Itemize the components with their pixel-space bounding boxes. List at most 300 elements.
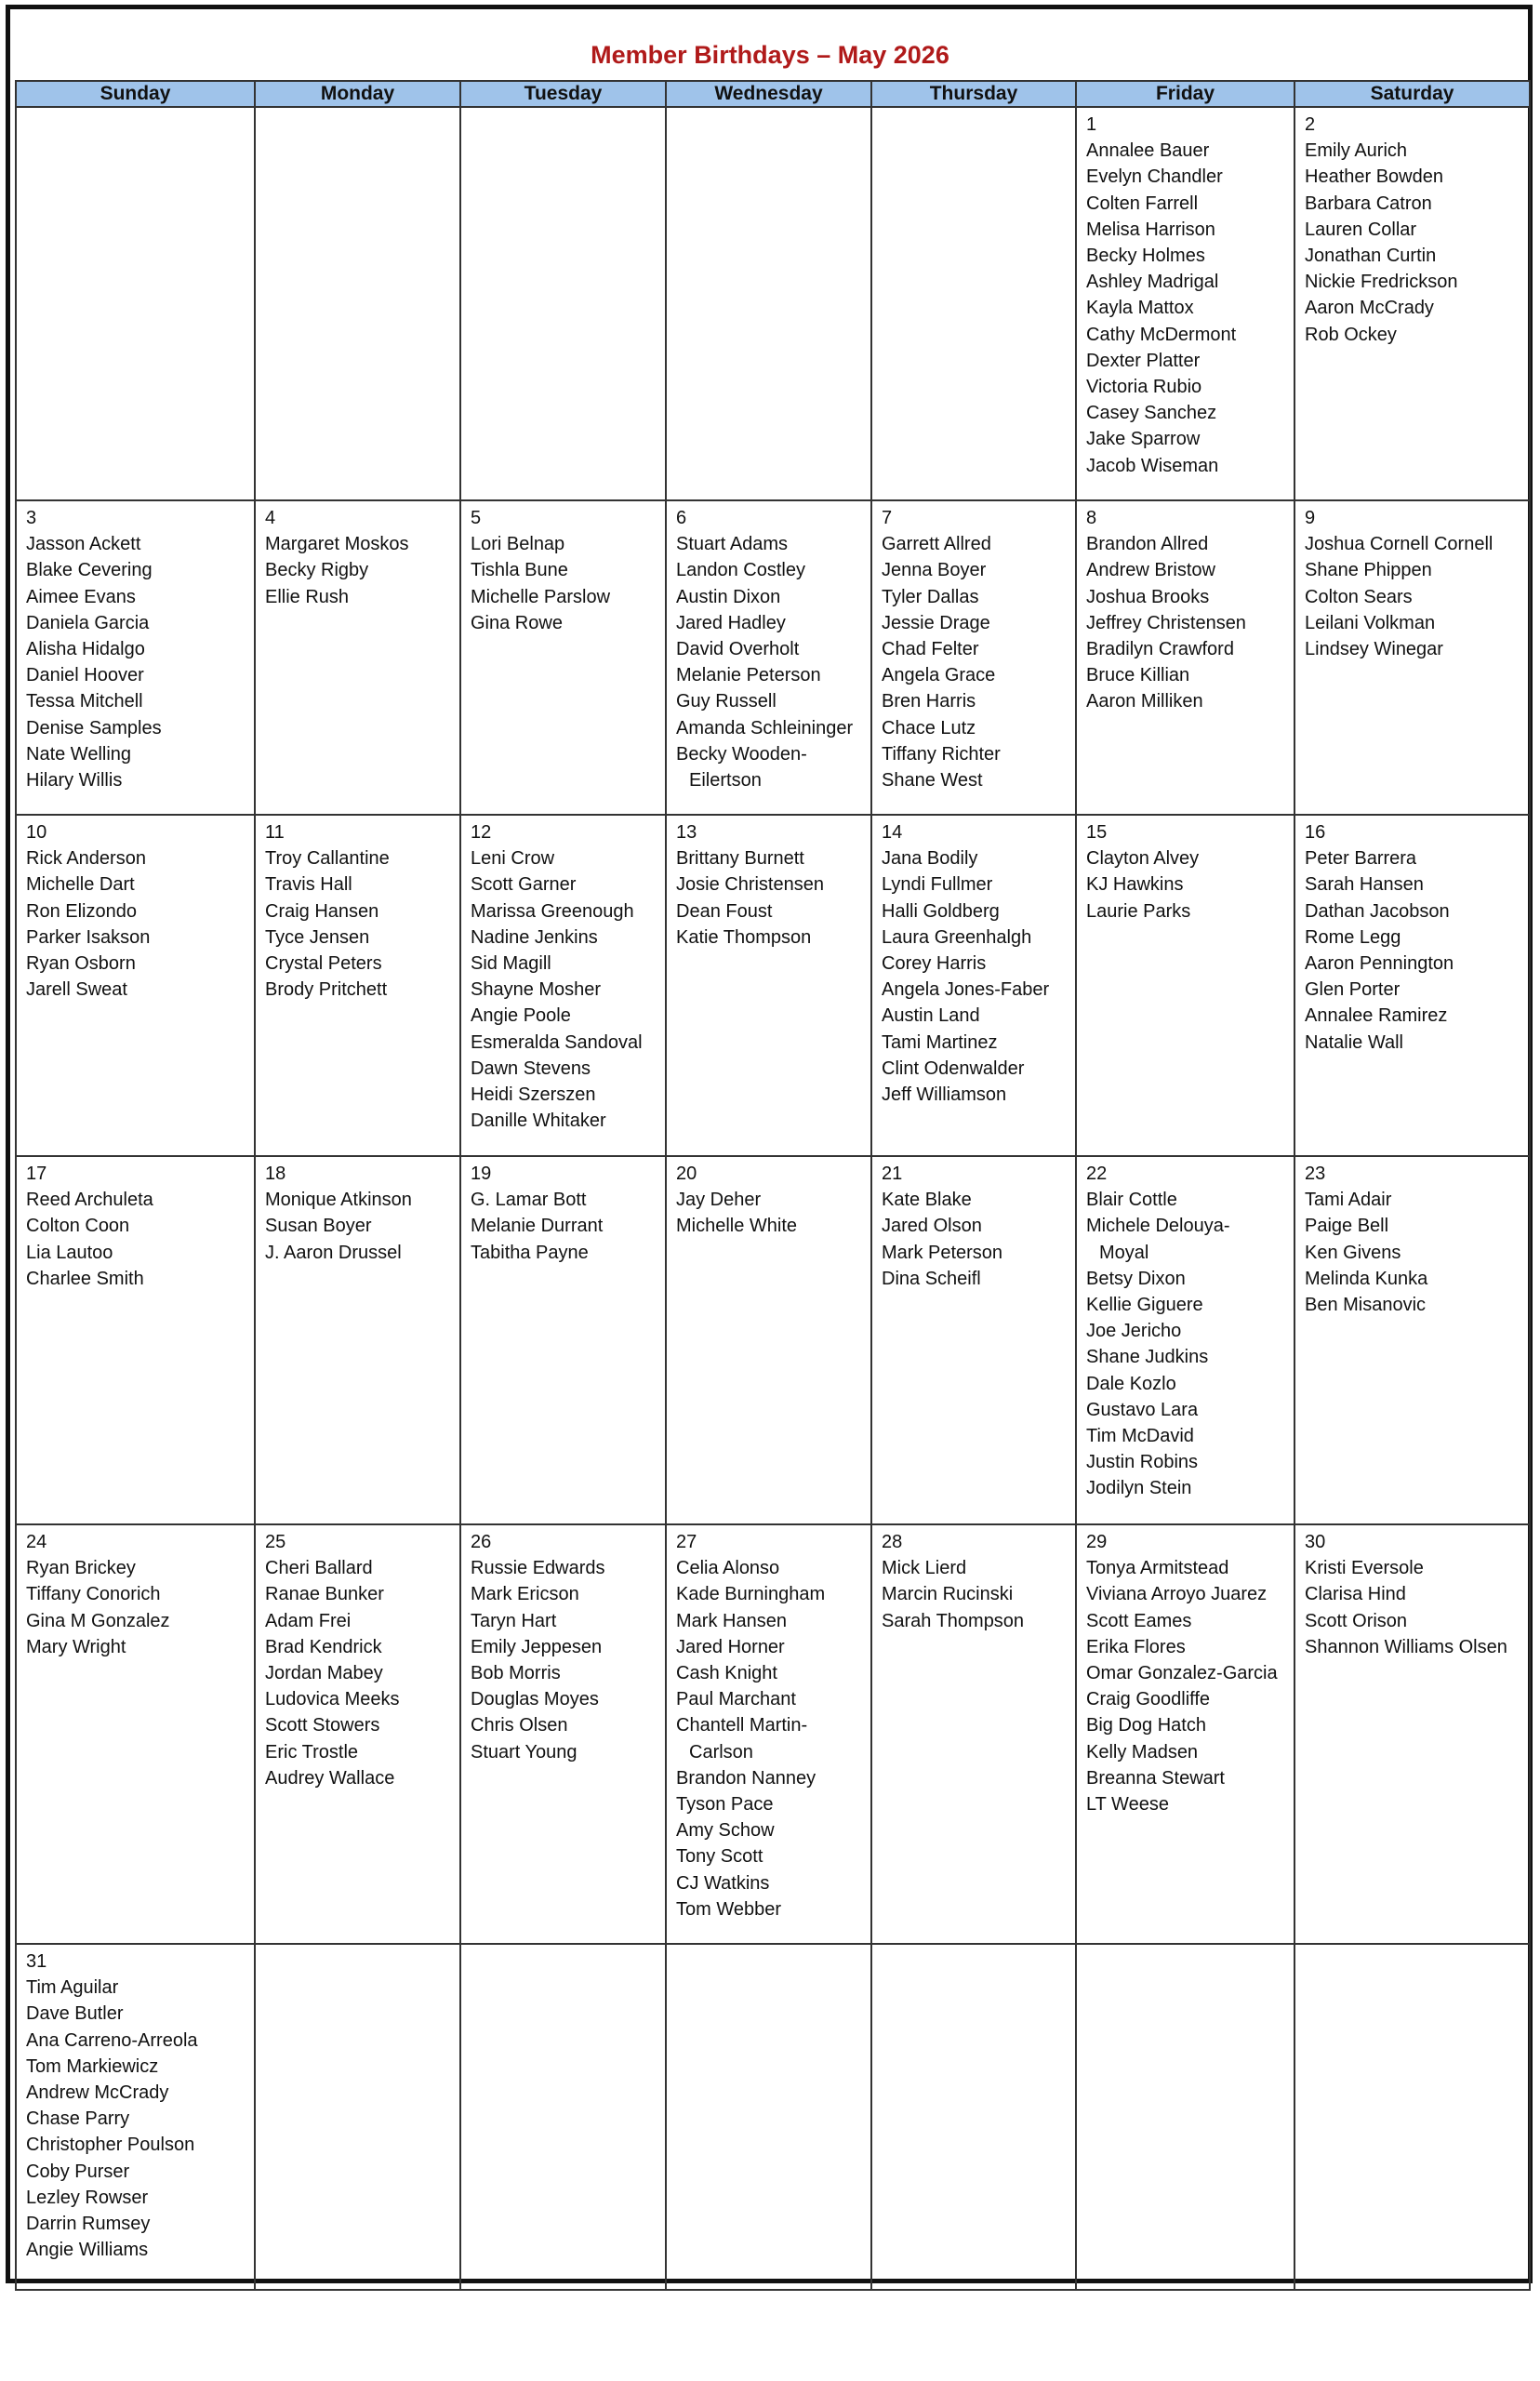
birthday-name: Scott Eames	[1086, 1610, 1192, 1631]
weekday-tuesday: Tuesday	[460, 81, 666, 107]
birthday-name: Tim Aguilar	[26, 1977, 119, 1999]
birthday-name: Jasson Ackett	[26, 534, 141, 555]
birthday-name: Michele Delouya-	[1086, 1216, 1230, 1237]
birthday-name: Katie Thompson	[676, 926, 812, 948]
birthday-name: Chase Parry	[26, 2108, 130, 2130]
day-cell	[460, 815, 666, 1156]
day-cell	[460, 500, 666, 815]
birthday-name: Gina M Gonzalez	[26, 1610, 170, 1631]
birthday-name: Aaron McCrady	[1305, 298, 1434, 319]
day-number: 25	[265, 1532, 286, 1552]
day-cell	[1294, 1156, 1530, 1524]
day-number: 12	[471, 822, 492, 843]
birthday-name: Tabitha Payne	[471, 1242, 589, 1263]
birthday-name: Denise Samples	[26, 717, 162, 738]
day-number: 7	[882, 508, 893, 528]
birthday-name: Mark Hansen	[676, 1610, 787, 1631]
birthday-name: Heidi Szerszen	[471, 1084, 596, 1106]
birthday-name: Carlson	[689, 1741, 753, 1762]
empty-day-cell	[871, 1944, 1076, 2290]
day-number: 13	[676, 822, 697, 843]
birthday-name: Halli Goldberg	[882, 900, 1000, 922]
birthday-name: Michelle Parslow	[471, 586, 611, 607]
day-cell	[871, 1156, 1076, 1524]
empty-day-cell	[666, 1944, 871, 2290]
birthday-name: Natalie Wall	[1305, 1031, 1403, 1053]
day-cell	[666, 1156, 871, 1524]
birthday-name: Becky Holmes	[1086, 246, 1205, 267]
day-cell	[255, 500, 460, 815]
birthday-name: Crystal Peters	[265, 953, 382, 975]
empty-day-cell	[1294, 1944, 1530, 2290]
birthday-name: Paul Marchant	[676, 1689, 796, 1710]
empty-day-cell	[666, 107, 871, 500]
day-cell	[666, 1524, 871, 1944]
birthday-name: Glen Porter	[1305, 979, 1401, 1001]
birthday-name: Ashley Madrigal	[1086, 272, 1219, 293]
day-cell	[666, 500, 871, 815]
birthday-name: Shane Judkins	[1086, 1347, 1209, 1368]
birthday-name: Blair Cottle	[1086, 1190, 1177, 1211]
birthday-name: Angie Poole	[471, 1005, 571, 1027]
birthday-name: Emily Jeppesen	[471, 1636, 603, 1657]
birthday-name: Tami Adair	[1305, 1190, 1392, 1211]
day-number: 20	[676, 1164, 697, 1184]
birthday-name: Mary Wright	[26, 1636, 126, 1657]
birthday-name: Becky Wooden-	[676, 743, 807, 765]
birthday-name: Ana Carreno-Arreola	[26, 2029, 198, 2051]
birthday-name: Annalee Ramirez	[1305, 1005, 1448, 1027]
birthday-name: Parker Isakson	[26, 926, 151, 948]
birthday-name: Tom Markiewicz	[26, 2055, 159, 2077]
birthday-name: Nickie Fredrickson	[1305, 272, 1458, 293]
day-number: 17	[26, 1164, 47, 1184]
day-number: 27	[676, 1532, 697, 1552]
birthday-name: Brittany Burnett	[676, 848, 804, 870]
birthday-name: Jordan Mabey	[265, 1663, 383, 1684]
week-row	[16, 815, 1530, 1156]
birthday-name: Breanna Stewart	[1086, 1767, 1225, 1789]
birthday-name: Jared Olson	[882, 1216, 982, 1237]
birthday-name: Alisha Hidalgo	[26, 639, 145, 660]
birthday-name: Bruce Killian	[1086, 665, 1190, 686]
birthday-name: Tiffany Richter	[882, 743, 1001, 765]
day-cell	[1076, 1156, 1294, 1524]
birthday-name: Ron Elizondo	[26, 900, 137, 922]
birthday-name: Ben Misanovic	[1305, 1295, 1427, 1316]
week-row	[16, 500, 1530, 815]
birthday-name: Mark Ericson	[471, 1584, 579, 1605]
weekday-header-row	[16, 81, 1530, 107]
birthday-name: Rob Ockey	[1305, 324, 1397, 345]
birthday-name: Justin Robins	[1086, 1452, 1199, 1473]
birthday-name: Tiffany Conorich	[26, 1584, 161, 1605]
birthday-name: Bradilyn Crawford	[1086, 639, 1234, 660]
day-number: 11	[265, 822, 285, 843]
birthday-name: Sarah Hansen	[1305, 874, 1424, 896]
day-number: 3	[26, 508, 37, 528]
birthday-name: Guy Russell	[676, 691, 777, 712]
empty-day-cell	[255, 1944, 460, 2290]
birthday-name: Coby Purser	[26, 2161, 130, 2182]
day-number: 21	[882, 1164, 903, 1184]
birthday-name: Brandon Nanney	[676, 1767, 816, 1789]
birthday-name: Kelly Madsen	[1086, 1741, 1199, 1762]
birthday-name: Brody Pritchett	[265, 979, 388, 1001]
weekday-sunday: Sunday	[16, 81, 255, 107]
birthday-name: Tyson Pace	[676, 1794, 774, 1816]
day-number: 4	[265, 508, 276, 528]
birthday-name: Cheri Ballard	[265, 1558, 373, 1579]
empty-day-cell	[16, 107, 255, 500]
birthday-name: Kade Burningham	[676, 1584, 826, 1605]
day-number: 14	[882, 822, 903, 843]
birthday-name: Jarell Sweat	[26, 979, 127, 1001]
birthday-name: G. Lamar Bott	[471, 1190, 587, 1211]
day-number: 30	[1305, 1532, 1326, 1552]
day-number: 8	[1086, 508, 1097, 528]
calendar-grid	[15, 80, 1531, 2291]
birthday-name: Barbara Catron	[1305, 193, 1432, 214]
birthday-name: Lindsey Winegar	[1305, 639, 1443, 660]
birthday-name: Cathy McDermont	[1086, 324, 1237, 345]
day-cell	[871, 500, 1076, 815]
birthday-name: Troy Callantine	[265, 848, 390, 870]
week-row	[16, 1156, 1530, 1524]
birthday-name: Daniela Garcia	[26, 612, 150, 633]
birthday-name: Esmeralda Sandoval	[471, 1031, 643, 1053]
day-number: 23	[1305, 1164, 1326, 1184]
birthday-name: Kayla Mattox	[1086, 298, 1194, 319]
day-cell	[871, 815, 1076, 1156]
calendar-title: Member Birthdays – May 2026	[591, 41, 949, 69]
day-cell	[16, 1524, 255, 1944]
weekday-thursday: Thursday	[871, 81, 1076, 107]
birthday-name: Chantell Martin-	[676, 1715, 808, 1736]
birthday-name: Christopher Poulson	[26, 2135, 195, 2156]
day-cell	[1294, 500, 1530, 815]
birthday-name: Laura Greenhalgh	[882, 926, 1032, 948]
birthday-name: Tonya Armitstead	[1086, 1558, 1229, 1579]
birthday-name: Adam Frei	[265, 1610, 352, 1631]
birthday-name: Stuart Young	[471, 1741, 578, 1762]
birthday-name: Darrin Rumsey	[26, 2214, 151, 2235]
week-row	[16, 107, 1530, 500]
birthday-name: Melinda Kunka	[1305, 1268, 1428, 1289]
day-number: 9	[1305, 508, 1316, 528]
birthday-name: Lezley Rowser	[26, 2187, 149, 2208]
day-number: 31	[26, 1951, 47, 1972]
birthday-name: Annalee Bauer	[1086, 140, 1210, 162]
birthday-name: Ranae Bunker	[265, 1584, 384, 1605]
birthday-name: Dina Scheifl	[882, 1268, 981, 1289]
birthday-name: Tyce Jensen	[265, 926, 370, 948]
birthday-name: Craig Hansen	[265, 900, 379, 922]
birthday-name: Dexter Platter	[1086, 350, 1201, 371]
birthday-name: David Overholt	[676, 639, 800, 660]
birthday-name: Tami Martinez	[882, 1031, 998, 1053]
birthday-name: Lori Belnap	[471, 534, 565, 555]
birthday-name: Chris Olsen	[471, 1715, 568, 1736]
birthday-name: Aaron Pennington	[1305, 953, 1454, 975]
day-cell	[1294, 107, 1530, 500]
week-row	[16, 1524, 1530, 1944]
birthday-name: Melanie Peterson	[676, 665, 821, 686]
day-cell	[16, 1156, 255, 1524]
birthday-name: Marissa Greenough	[471, 900, 634, 922]
birthday-name: Dave Butler	[26, 2003, 124, 2025]
birthday-name: Josie Christensen	[676, 874, 824, 896]
day-number: 10	[26, 822, 47, 843]
birthday-name: Ludovica Meeks	[265, 1689, 400, 1710]
birthday-name: Tony Scott	[676, 1846, 763, 1868]
day-number: 22	[1086, 1164, 1108, 1184]
birthday-name: Andrew Bristow	[1086, 560, 1215, 581]
weekday-friday: Friday	[1076, 81, 1294, 107]
birthday-name: Ellie Rush	[265, 586, 350, 607]
birthday-name: Tessa Mitchell	[26, 691, 143, 712]
day-cell	[1076, 107, 1294, 500]
empty-day-cell	[460, 1944, 666, 2290]
day-number: 16	[1305, 822, 1326, 843]
birthday-name: Jodilyn Stein	[1086, 1478, 1192, 1499]
birthday-name: Melisa Harrison	[1086, 219, 1215, 240]
birthday-name: Douglas Moyes	[471, 1689, 599, 1710]
birthday-name: Kristi Eversole	[1305, 1558, 1424, 1579]
birthday-name: Scott Stowers	[265, 1715, 380, 1736]
birthday-name: Gina Rowe	[471, 612, 563, 633]
birthday-name: Margaret Moskos	[265, 534, 409, 555]
birthday-name: Angie Williams	[26, 2240, 149, 2261]
birthday-name: Shannon Williams Olsen	[1305, 1636, 1507, 1657]
birthday-name: Colton Sears	[1305, 586, 1413, 607]
day-cell	[1294, 1524, 1530, 1944]
birthday-name: Eric Trostle	[265, 1741, 359, 1762]
birthday-name: Big Dog Hatch	[1086, 1715, 1206, 1736]
day-number: 19	[471, 1164, 492, 1184]
birthday-name: Viviana Arroyo Juarez	[1086, 1584, 1268, 1605]
birthday-name: Jake Sparrow	[1086, 429, 1201, 450]
birthday-name: Brad Kendrick	[265, 1636, 382, 1657]
birthday-name: Shane Phippen	[1305, 560, 1432, 581]
birthday-name: Taryn Hart	[471, 1610, 557, 1631]
birthday-name: Hilary Willis	[26, 770, 123, 791]
day-number: 2	[1305, 114, 1316, 135]
day-number: 28	[882, 1532, 903, 1552]
birthday-name: Eilertson	[689, 770, 762, 791]
birthday-name: Susan Boyer	[265, 1216, 372, 1237]
birthday-name: Chad Felter	[882, 639, 979, 660]
day-cell	[1076, 815, 1294, 1156]
birthday-name: Clarisa Hind	[1305, 1584, 1406, 1605]
birthday-name: Shane West	[882, 770, 983, 791]
day-number: 26	[471, 1532, 492, 1552]
birthday-name: Aimee Evans	[26, 586, 136, 607]
birthday-name: Tyler Dallas	[882, 586, 979, 607]
birthday-name: Rick Anderson	[26, 848, 146, 870]
birthday-name: J. Aaron Drussel	[265, 1242, 402, 1263]
birthday-name: Peter Barrera	[1305, 848, 1417, 870]
birthday-name: Mark Peterson	[882, 1242, 1003, 1263]
birthday-name: Audrey Wallace	[265, 1767, 395, 1789]
birthday-name: Cash Knight	[676, 1663, 777, 1684]
birthday-name: Nadine Jenkins	[471, 926, 598, 948]
birthday-name: Angela Jones-Faber	[882, 979, 1050, 1001]
birthday-name: Dawn Stevens	[471, 1057, 591, 1079]
birthday-name: Angela Grace	[882, 665, 996, 686]
birthday-name: Lia Lautoo	[26, 1242, 113, 1263]
birthday-name: Travis Hall	[265, 874, 352, 896]
birthday-name: Scott Orison	[1305, 1610, 1408, 1631]
birthday-name: Jessie Drage	[882, 612, 990, 633]
birthday-name: Moyal	[1099, 1242, 1149, 1263]
birthday-name: Monique Atkinson	[265, 1190, 412, 1211]
birthday-name: Jonathan Curtin	[1305, 246, 1437, 267]
day-cell	[1294, 815, 1530, 1156]
day-cell	[255, 1156, 460, 1524]
birthday-name: Dale Kozlo	[1086, 1373, 1176, 1394]
day-cell	[871, 1524, 1076, 1944]
birthday-name: Garrett Allred	[882, 534, 991, 555]
birthday-name: Leilani Volkman	[1305, 612, 1436, 633]
birthday-name: Rome Legg	[1305, 926, 1401, 948]
day-cell	[460, 1156, 666, 1524]
birthday-name: Ken Givens	[1305, 1242, 1401, 1263]
birthday-name: Ryan Osborn	[26, 953, 136, 975]
birthday-name: Evelyn Chandler	[1086, 166, 1223, 188]
empty-day-cell	[460, 107, 666, 500]
birthday-name: Daniel Hoover	[26, 665, 144, 686]
day-cell	[16, 815, 255, 1156]
birthday-name: Bren Harris	[882, 691, 976, 712]
day-cell	[255, 815, 460, 1156]
birthday-name: Scott Garner	[471, 874, 577, 896]
birthday-name: Heather Bowden	[1305, 166, 1443, 188]
day-number: 29	[1086, 1532, 1108, 1552]
weekday-wednesday: Wednesday	[666, 81, 871, 107]
birthday-name: Austin Dixon	[676, 586, 781, 607]
birthday-name: Erika Flores	[1086, 1636, 1186, 1657]
birthday-name: Stuart Adams	[676, 534, 789, 555]
birthday-name: Michelle Dart	[26, 874, 135, 896]
birthday-name: Betsy Dixon	[1086, 1268, 1186, 1289]
birthday-name: Becky Rigby	[265, 560, 369, 581]
birthday-name: Bob Morris	[471, 1663, 561, 1684]
birthday-name: Gustavo Lara	[1086, 1399, 1199, 1420]
birthday-name: Ryan Brickey	[26, 1558, 136, 1579]
birthday-name: Kellie Giguere	[1086, 1295, 1203, 1316]
birthday-name: Charlee Smith	[26, 1268, 144, 1289]
birthday-name: Jeffrey Christensen	[1086, 612, 1246, 633]
day-cell	[1076, 500, 1294, 815]
birthday-name: Reed Archuleta	[26, 1190, 153, 1211]
birthday-name: Paige Bell	[1305, 1216, 1389, 1237]
birthday-name: Emily Aurich	[1305, 140, 1408, 162]
birthday-name: Russie Edwards	[471, 1558, 605, 1579]
birthday-name: Joshua Brooks	[1086, 586, 1210, 607]
birthday-name: Tim McDavid	[1086, 1426, 1194, 1447]
birthday-name: Aaron Milliken	[1086, 691, 1203, 712]
birthday-name: Jacob Wiseman	[1086, 455, 1219, 476]
birthday-name: LT Weese	[1086, 1794, 1169, 1816]
day-number: 5	[471, 508, 482, 528]
day-number: 6	[676, 508, 687, 528]
birthday-name: Omar Gonzalez-Garcia	[1086, 1663, 1278, 1684]
birthday-name: Clayton Alvey	[1086, 848, 1200, 870]
birthday-name: Tishla Bune	[471, 560, 568, 581]
day-number: 24	[26, 1532, 47, 1552]
birthday-name: Jana Bodily	[882, 848, 978, 870]
birthday-name: Amanda Schleininger	[676, 717, 854, 738]
birthday-name: Andrew McCrady	[26, 2082, 169, 2104]
birthday-name: Shayne Mosher	[471, 979, 602, 1001]
birthday-name: Dean Foust	[676, 900, 773, 922]
birthday-name: Laurie Parks	[1086, 900, 1191, 922]
birthday-name: Colten Farrell	[1086, 193, 1199, 214]
day-number: 18	[265, 1164, 286, 1184]
birthday-name: Chace Lutz	[882, 717, 976, 738]
birthday-name: Danille Whitaker	[471, 1111, 606, 1132]
birthday-name: Victoria Rubio	[1086, 377, 1202, 398]
birthday-name: Sarah Thompson	[882, 1610, 1025, 1631]
birthday-name: Lauren Collar	[1305, 219, 1417, 240]
birthday-name: Jenna Boyer	[882, 560, 987, 581]
day-cell	[255, 1524, 460, 1944]
birthday-name: Sid Magill	[471, 953, 551, 975]
birthday-name: Amy Schow	[676, 1820, 775, 1842]
birthday-name: KJ Hawkins	[1086, 874, 1184, 896]
birthday-name: Blake Cevering	[26, 560, 153, 581]
day-number: 15	[1086, 822, 1108, 843]
birthday-name: Marcin Rucinski	[882, 1584, 1014, 1605]
birthday-name: Tom Webber	[676, 1898, 782, 1920]
birthday-name: Kate Blake	[882, 1190, 972, 1211]
birthday-name: Jay Deher	[676, 1190, 762, 1211]
birthday-name: Corey Harris	[882, 953, 987, 975]
birthday-name: Clint Odenwalder	[882, 1057, 1025, 1079]
birthday-name: Joshua Cornell Cornell	[1305, 534, 1494, 555]
day-cell	[460, 1524, 666, 1944]
birthday-name: Michelle White	[676, 1216, 798, 1237]
birthday-name: Leni Crow	[471, 848, 555, 870]
birthday-name: Jared Hadley	[676, 612, 786, 633]
birthday-name: Jared Horner	[676, 1636, 785, 1657]
birthday-name: Nate Welling	[26, 743, 132, 765]
weekday-saturday: Saturday	[1294, 81, 1530, 107]
birthday-name: Colton Coon	[26, 1216, 130, 1237]
day-number: 1	[1086, 114, 1097, 135]
day-cell	[666, 815, 871, 1156]
weekday-monday: Monday	[255, 81, 460, 107]
empty-day-cell	[871, 107, 1076, 500]
day-cell	[16, 1944, 255, 2290]
empty-day-cell	[1076, 1944, 1294, 2290]
birthday-name: Melanie Durrant	[471, 1216, 604, 1237]
birthday-name: Craig Goodliffe	[1086, 1689, 1211, 1710]
birthday-name: Celia Alonso	[676, 1558, 780, 1579]
day-cell	[16, 500, 255, 815]
birthday-name: Joe Jericho	[1086, 1321, 1182, 1342]
birthday-name: Landon Costley	[676, 560, 805, 581]
day-cell	[1076, 1524, 1294, 1944]
birthday-name: Austin Land	[882, 1005, 980, 1027]
birthday-name: Jeff Williamson	[882, 1084, 1007, 1106]
birthday-name: CJ Watkins	[676, 1872, 770, 1894]
birthday-name: Casey Sanchez	[1086, 403, 1217, 424]
birthday-name: Mick Lierd	[882, 1558, 967, 1579]
empty-day-cell	[255, 107, 460, 500]
birthday-name: Dathan Jacobson	[1305, 900, 1450, 922]
